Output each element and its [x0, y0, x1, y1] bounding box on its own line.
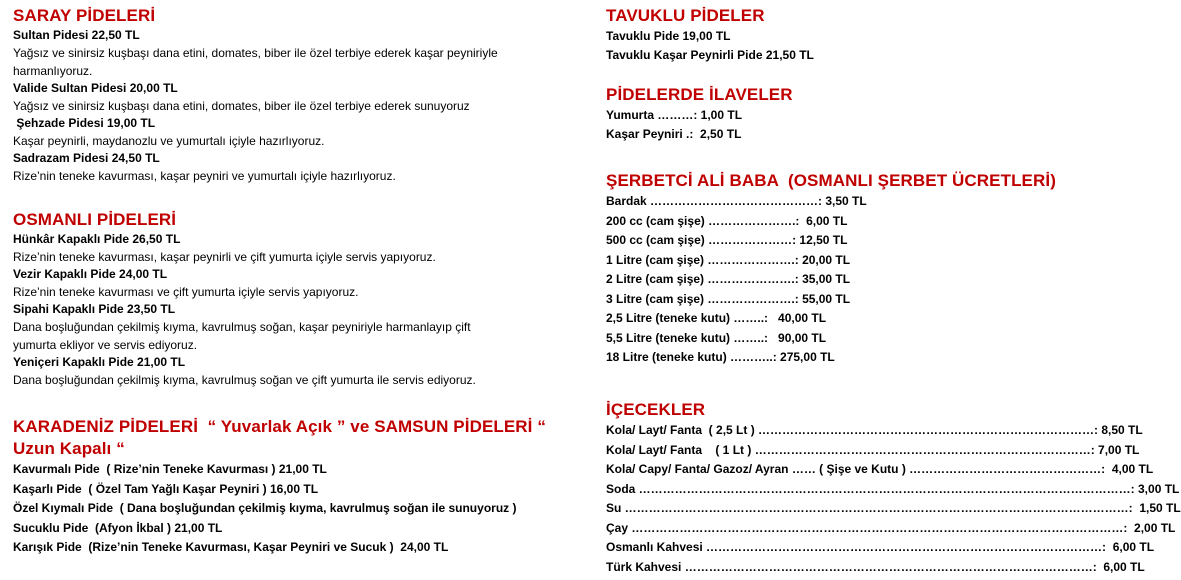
leader-dots: ………………….: — [708, 213, 800, 228]
menu-item-name: Şehzade Pidesi 19,00 TL — [13, 116, 156, 130]
serbet-row — [606, 231, 1146, 251]
serbet-row — [606, 212, 1146, 232]
menu-item-desc: Dana boşluğundan çekilmiş kıyma, kavrulmuş soğan, kaşar peyniriyle harmanlayıp çift — [13, 320, 471, 334]
icecek-row — [606, 499, 1181, 519]
menu-item-name: Tavuklu Kaşar Peynirli Pide 21,50 TL — [606, 48, 814, 62]
price-value: 90,00 TL — [768, 330, 827, 345]
menu-item-desc: Dana boşluğundan çekilmiş kıyma, kavrulmuş soğan ve çift yumurta ile servis ediyoruz. — [13, 373, 476, 387]
menu-item-desc: Rize’nin teneke kavurması, kaşar peyniri ve yumurtalı içiyle hazırlıyoruz. — [13, 169, 396, 183]
menu-item-name: Vezir Kapaklı Pide 24,00 TL — [13, 267, 168, 281]
price-value: 2,00 TL — [1127, 520, 1176, 535]
price-label: Çay — [606, 520, 632, 535]
price-value: 3,50 TL — [822, 194, 867, 208]
price-label: 3 Litre (cam şişe) — [606, 291, 708, 306]
menu-item-name: Yumurta ………: 1,00 TL — [606, 108, 743, 122]
leader-dots: ……………………………………………………………………………………………………………: — [631, 520, 1128, 535]
serbet-section — [606, 170, 1146, 368]
osmanli-title: OSMANLI PİDELERİ — [13, 210, 177, 229]
serbet-row — [606, 348, 1146, 368]
leader-dots: …………………………………………………………………………………………: — [684, 559, 1097, 574]
leader-dots: ………………….: — [707, 291, 799, 306]
osmanli-section — [13, 209, 573, 389]
price-value: 12,50 TL — [796, 233, 848, 247]
serbet-price-list — [606, 192, 1146, 368]
price-value: 6,00 TL — [799, 213, 848, 228]
leader-dots: ………………….: — [707, 252, 799, 267]
leader-dots: ………………….: — [707, 272, 799, 286]
icecekler-section — [606, 399, 1181, 577]
icecek-row — [606, 421, 1146, 441]
karadeniz-section — [13, 416, 573, 558]
serbet-row — [606, 329, 1146, 349]
icecek-row — [606, 519, 1176, 539]
menu-item-desc: Kaşar peynirli, maydanozlu ve yumurtalı içiyle hazırlıyoruz. — [13, 134, 325, 148]
menu-item-name: Kaşar Peyniri .: 2,50 TL — [606, 127, 742, 141]
leader-dots: ……………………………………: — [650, 194, 823, 208]
tavuklu-title: TAVUKLU PİDELER — [606, 6, 765, 25]
icecekler-price-list — [606, 421, 1181, 577]
ilaveler-section — [606, 84, 1146, 144]
leader-dots: ……..: — [733, 330, 769, 345]
menu-item-name: Yeniçeri Kapaklı Pide 21,00 TL — [13, 355, 186, 369]
menu-item-name: Sadrazam Pidesi 24,50 TL — [13, 151, 160, 165]
serbet-row — [606, 290, 1146, 310]
price-label: Su — [606, 501, 625, 515]
menu-item-name: Sipahi Kapaklı Pide 23,50 TL — [13, 302, 176, 316]
menu-item-name: Valide Sultan Pidesi 20,00 TL — [13, 81, 178, 95]
price-label: Soda — [606, 481, 639, 496]
leader-dots: …………………………………………: — [909, 462, 1106, 476]
serbet-row — [606, 270, 1146, 290]
price-label: 2 Litre (cam şişe) — [606, 272, 708, 286]
icecek-row — [606, 441, 1146, 461]
icecek-row — [606, 538, 1155, 558]
menu-item-name: Tavuklu Pide 19,00 TL — [606, 29, 731, 43]
price-label: 5,5 Litre (teneke kutu) — [606, 330, 734, 345]
menu-item-name: Sucuklu Pide (Afyon İkbal ) 21,00 TL — [13, 520, 223, 535]
tavuklu-section — [606, 5, 1146, 65]
karadeniz-title-line2: Uzun Kapalı “ — [13, 439, 125, 458]
price-label: 500 cc (cam şişe) — [606, 233, 709, 247]
price-value: 1,50 TL — [1132, 501, 1181, 515]
price-value: 4,00 TL — [1105, 462, 1154, 476]
menu-item-desc: Yağsız ve sinirsiz kuşbaşı dana etini, domates, biber ile özel terbiye ederek kaşar peyniriyle — [13, 46, 498, 60]
price-value: 40,00 TL — [768, 311, 827, 325]
price-label: Osmanlı Kahvesi — [606, 540, 707, 554]
price-value: 55,00 TL — [798, 291, 851, 306]
menu-item-name: Hünkâr Kapaklı Pide 26,50 TL — [13, 232, 181, 246]
price-label: Kola/ Layt/ Fanta ( 2,5 Lt ) — [606, 423, 759, 437]
leader-dots: ………………………………………………………………………………………: — [706, 540, 1107, 554]
leader-dots: …………………………………………………………………………: — [754, 442, 1095, 457]
price-value: 20,00 TL — [798, 252, 851, 267]
leader-dots: ………..: — [730, 350, 777, 364]
saray-title: SARAY PİDELERİ — [13, 6, 156, 25]
icecek-row — [606, 558, 1146, 578]
icecekler-title: İÇECEKLER — [606, 400, 706, 419]
serbet-title: ŞERBETCİ ALİ BABA (OSMANLI ŞERBET ÜCRETLERİ) — [606, 171, 1056, 190]
leader-dots: ………………………………………………………………………………………………………………: — [624, 501, 1133, 515]
leader-dots: …………………………………………………………………………: — [758, 423, 1099, 437]
price-value: 8,50 TL — [1098, 423, 1143, 437]
price-label: Kola/ Capy/ Fanta/ Gazoz/ Ayran …… ( Şişe ve Kutu ) — [606, 462, 910, 476]
saray-section — [13, 5, 573, 185]
price-label: Bardak — [606, 194, 651, 208]
icecek-row — [606, 480, 1180, 500]
price-label: 1 Litre (cam şişe) — [606, 252, 708, 267]
menu-item-desc: Yağsız ve sinirsiz kuşbaşı dana etini, domates, biber ile özel terbiye ederek sunuyoruz — [13, 99, 470, 113]
leader-dots: ……………………………………………………………………………………………………………: — [638, 481, 1135, 496]
price-label: 18 Litre (teneke kutu) — [606, 350, 731, 364]
price-value: 3,00 TL — [1134, 481, 1180, 496]
menu-item-name: Özel Kıymalı Pide ( Dana boşluğundan çekilmiş kıyma, kavrulmuş soğan ile sunuyoruz ) — [13, 501, 517, 515]
price-value: 7,00 TL — [1094, 442, 1140, 457]
price-value: 275,00 TL — [776, 350, 835, 364]
karadeniz-title-line1: KARADENİZ PİDELERİ “ Yuvarlak Açık ” ve SAMSUN PİDELERİ “ — [13, 417, 546, 436]
price-label: Türk Kahvesi — [606, 559, 685, 574]
ilaveler-title: PİDELERDE İLAVELER — [606, 85, 793, 104]
menu-item-desc: harmanlıyoruz. — [13, 64, 93, 78]
price-label: 2,5 Litre (teneke kutu) — [606, 311, 734, 325]
price-value: 6,00 TL — [1106, 540, 1155, 554]
menu-item-name: Sultan Pidesi 22,50 TL — [13, 28, 140, 42]
icecek-row — [606, 460, 1154, 480]
menu-item-desc: Rize’nin teneke kavurması ve çift yumurta içiyle servis yapıyoruz. — [13, 285, 359, 299]
price-label: Kola/ Layt/ Fanta ( 1 Lt ) — [606, 442, 755, 457]
leader-dots: …………………: — [708, 233, 797, 247]
price-value: 6,00 TL — [1096, 559, 1145, 574]
menu-item-name: Kavurmalı Pide ( Rize’nin Teneke Kavurması ) 21,00 TL — [13, 462, 327, 476]
price-label: 200 cc (cam şişe) — [606, 213, 709, 228]
menu-item-name: Karışık Pide (Rize’nin Teneke Kavurması, Kaşar Peyniri ve Sucuk ) 24,00 TL — [13, 540, 449, 554]
menu-item-name: Kaşarlı Pide ( Özel Tam Yağlı Kaşar Peyniri ) 16,00 TL — [13, 481, 319, 496]
serbet-row — [606, 251, 1146, 271]
menu-item-desc: yumurta ekliyor ve servis ediyoruz. — [13, 338, 198, 352]
price-value: 35,00 TL — [798, 272, 851, 286]
menu-item-desc: Rize’nin teneke kavurması, kaşar peynirli ve çift yumurta içiyle servis yapıyoruz. — [13, 250, 436, 264]
serbet-row — [606, 192, 1146, 212]
serbet-row — [606, 309, 1146, 329]
leader-dots: ……..: — [733, 311, 769, 325]
